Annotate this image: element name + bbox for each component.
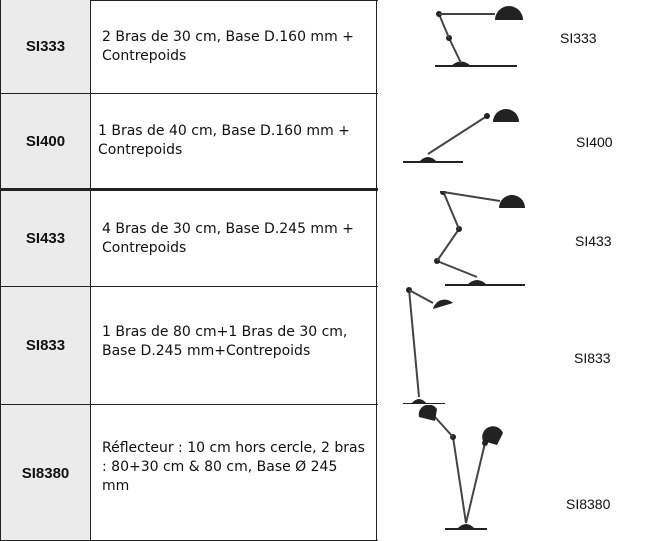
product-code: SI400 [0, 94, 91, 188]
product-code: SI8380 [0, 405, 91, 541]
table-row [0, 191, 650, 286]
double-reflector-lamp-icon [395, 405, 545, 541]
table-row [0, 405, 650, 541]
table-row [0, 0, 650, 93]
two-arm-lamp-icon [395, 0, 545, 93]
reference-label: SI8380 [566, 496, 611, 512]
product-description: 1 Bras de 80 cm+1 Bras de 30 cm, Base D.245 mm+Contrepoids [90, 287, 377, 404]
product-description: 4 Bras de 30 cm, Base D.245 mm + Contrepoids [90, 191, 377, 286]
four-arm-lamp-icon [395, 191, 545, 286]
product-code: SI433 [0, 191, 91, 286]
product-description: Réflecteur : 10 cm hors cercle, 2 bras : 80+30 cm & 80 cm, Base Ø 245 mm [90, 405, 377, 541]
reference-label: SI833 [574, 350, 611, 366]
table-row [0, 287, 650, 404]
reference-label: SI400 [576, 134, 613, 150]
product-description: 1 Bras de 40 cm, Base D.160 mm + Contrepoids [90, 94, 377, 188]
reference-label: SI433 [575, 233, 612, 249]
product-code: SI833 [0, 287, 91, 404]
product-description: 2 Bras de 30 cm, Base D.160 mm + Contrepoids [90, 0, 377, 93]
reference-label: SI333 [560, 30, 597, 46]
table-row [0, 94, 650, 188]
product-code: SI333 [0, 0, 91, 93]
tall-arm-lamp-icon [395, 287, 545, 404]
one-arm-lamp-icon [395, 94, 545, 188]
